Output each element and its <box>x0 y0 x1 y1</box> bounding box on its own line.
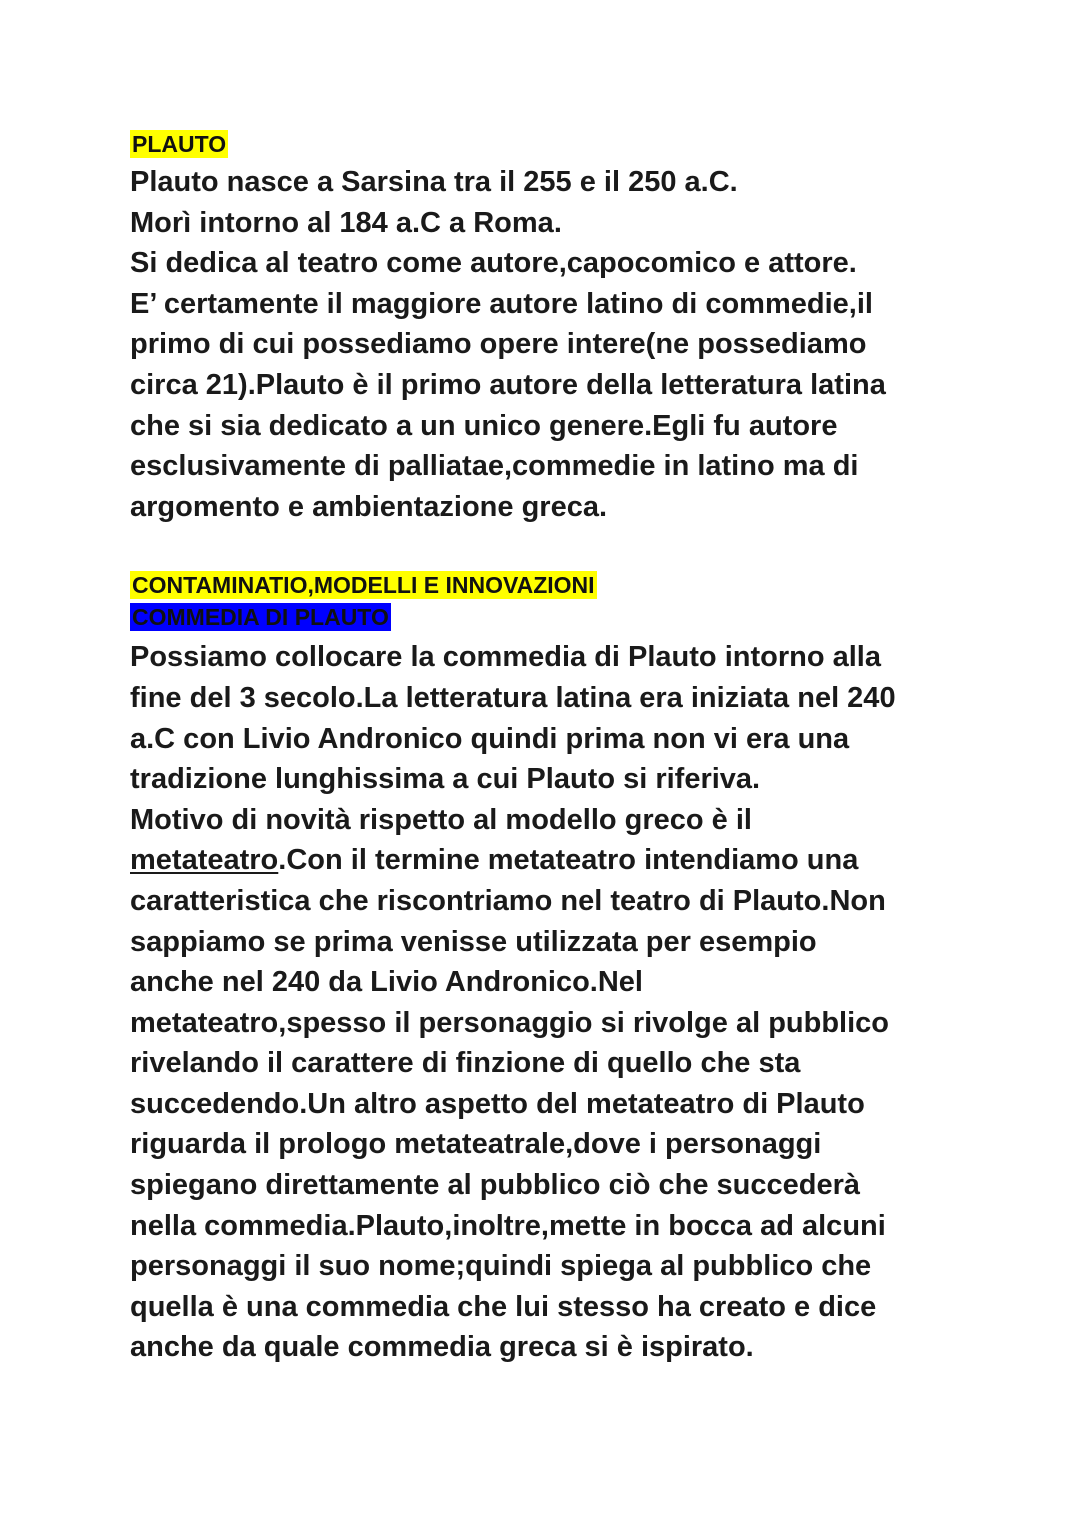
section-body-plauto <box>130 162 960 527</box>
paragraph-line: argomento e ambientazione greca. <box>130 490 608 523</box>
paragraph-line-rest: .Con il termine metateatro intendiamo una <box>278 844 859 877</box>
paragraph-line: caratteristica che riscontriamo nel teatro di Plauto.Non <box>130 884 886 917</box>
underlined-term-metateatro: metateatro <box>130 844 279 877</box>
paragraph-line: Possiamo collocare la commedia di Plauto intorno alla <box>130 641 881 674</box>
paragraph-line: esclusivamente di palliatae,commedie in latino ma di <box>130 450 859 483</box>
heading-commedia-highlight: COMMEDIA DI PLAUTO <box>132 604 389 631</box>
paragraph-line: sappiamo se prima venisse utilizzata per esempio <box>130 925 817 958</box>
paragraph-line: circa 21).Plauto è il primo autore della letteratura latina <box>130 368 886 401</box>
paragraph-line: succedendo.Un altro aspetto del metateatro di Plauto <box>130 1087 865 1120</box>
paragraph-line-metateatro <box>130 840 960 881</box>
paragraph-line: anche nel 240 da Livio Andronico.Nel <box>130 966 643 999</box>
document-page <box>130 130 960 1368</box>
section-heading-plauto <box>130 130 960 158</box>
paragraph-line: nella commedia.Plauto,inoltre,mette in bocca ad alcuni <box>130 1209 886 1242</box>
paragraph-line: fine del 3 secolo.La letteratura latina era iniziata nel 240 <box>130 681 896 714</box>
paragraph-line: Plauto nasce a Sarsina tra il 255 e il 250 a.C. <box>130 166 738 198</box>
paragraph-line: quella è una commedia che lui stesso ha creato e dice <box>130 1290 877 1323</box>
paragraph-line: anche da quale commedia greca si è ispirato. <box>130 1331 754 1364</box>
section-heading-contaminatio <box>130 571 960 599</box>
paragraph-line: Morì intorno al 184 a.C a Roma. <box>130 206 562 239</box>
section-body-commedia <box>130 637 960 1368</box>
paragraph-line: E’ certamente il maggiore autore latino di commedie,il <box>130 287 873 320</box>
paragraph-line: spiegano direttamente al pubblico ciò che succederà <box>130 1169 861 1202</box>
paragraph-line: riguarda il prologo metateatrale,dove i personaggi <box>130 1128 822 1161</box>
heading-contaminatio-highlight: CONTAMINATIO,MODELLI E INNOVAZIONI <box>132 572 595 599</box>
paragraph-line: a.C con Livio Andronico quindi prima non vi era una <box>130 722 850 755</box>
heading-plauto-highlight: PLAUTO <box>132 131 227 157</box>
paragraph-line: che si sia dedicato a un unico genere.Egli fu autore <box>130 409 838 442</box>
paragraph-line: Si dedica al teatro come autore,capocomico e attore. <box>130 247 857 280</box>
paragraph-line: primo di cui possediamo opere intere(ne possediamo <box>130 328 867 361</box>
paragraph-line: tradizione lunghissima a cui Plauto si riferiva. <box>130 763 761 796</box>
section-heading-commedia <box>130 603 960 631</box>
paragraph-line: personaggi il suo nome;quindi spiega al pubblico che <box>130 1250 872 1283</box>
paragraph-line: metateatro,spesso il personaggio si rivolge al pubblico <box>130 1006 890 1039</box>
paragraph-line: rivelando il carattere di finzione di quello che sta <box>130 1047 801 1080</box>
paragraph-line: Motivo di novità rispetto al modello greco è il <box>130 803 752 836</box>
